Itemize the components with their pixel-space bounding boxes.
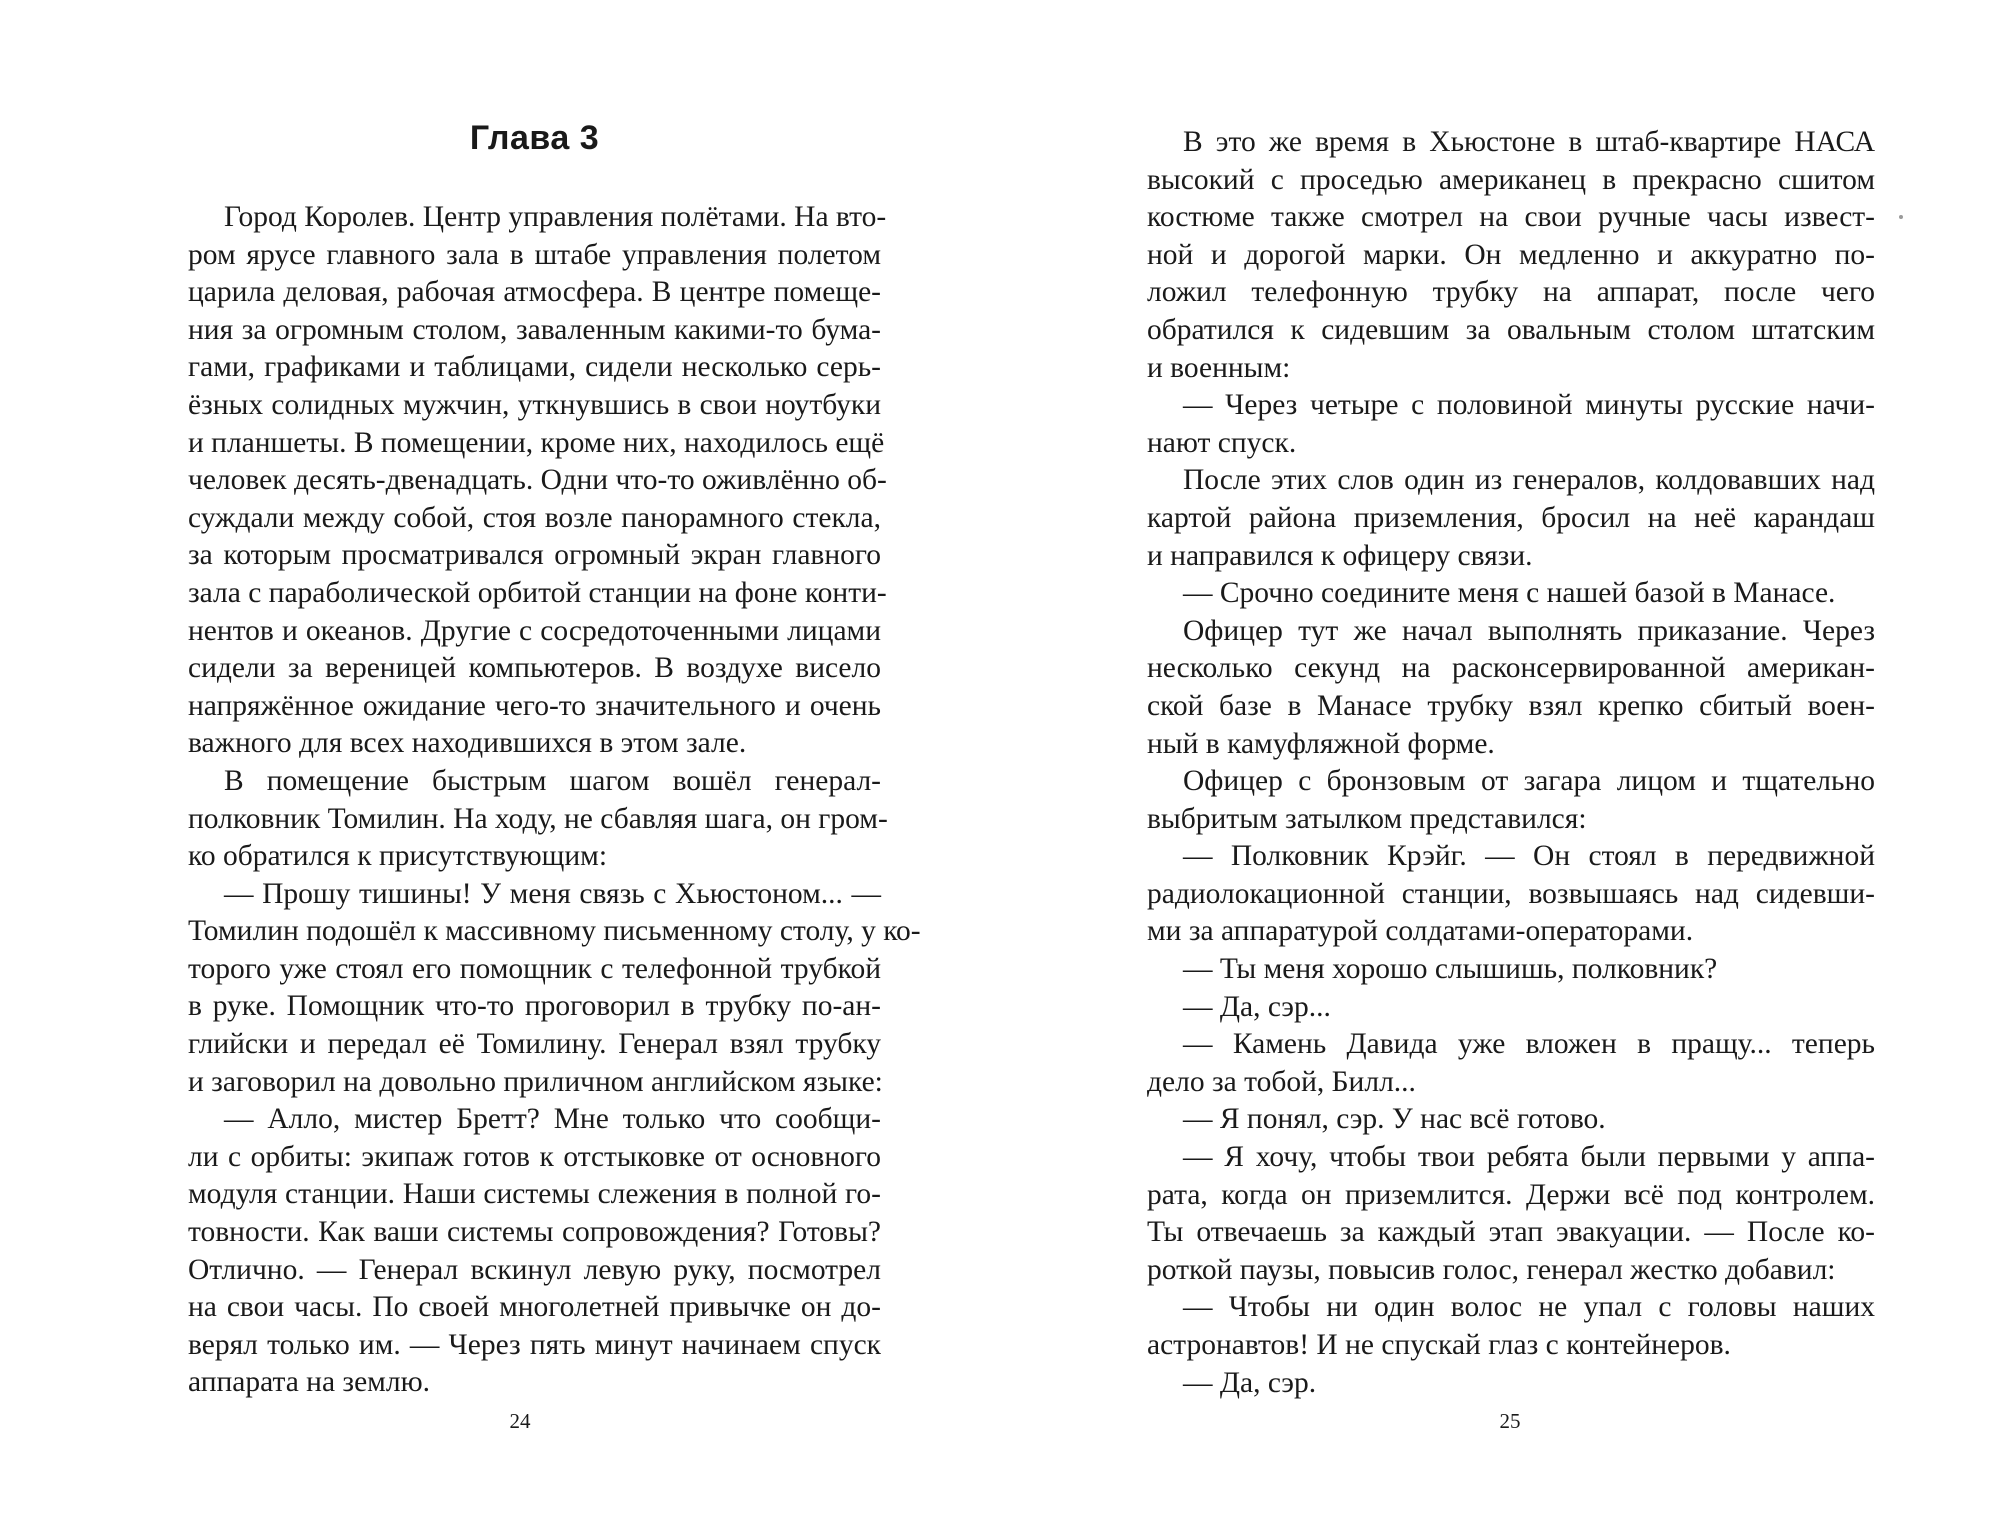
text-line: полковник Томилин. На ходу, не сбавляя шага, он гром- [188,802,888,835]
text-line: радиолокационной станции, возвышаясь над сидевши- [1147,877,1875,910]
text-line: и направился к офицеру связи. [1147,539,1533,572]
text-line: ко обратился к присутствующим: [188,840,608,873]
text-line: зала с параболической орбитой станции на фоне конти- [188,576,887,609]
text-line: и военным: [1147,351,1291,384]
text-line: товности. Как ваши системы сопровождения? Готовы? [188,1216,881,1249]
text-line: — Прошу тишины! У меня связь с Хьюстоном... — [224,877,881,910]
text-line: — Срочно соедините меня с нашей базой в Манасе. [1183,577,1836,610]
text-line: высокий с проседью американец в прекрасно сшитом [1147,163,1875,196]
right-page-text [1147,124,1875,1402]
text-line: нают спуск. [1147,426,1297,459]
text-line: обратился к сидевшим за овальным столом штатским [1147,313,1875,346]
text-line: ложил телефонную трубку на аппарат, после чего [1147,276,1875,309]
text-line: глийски и передал её Томилину. Генерал взял трубку [188,1028,881,1061]
chapter-title: Глава 3 [469,119,600,157]
text-line: суждали между собой, стоя возле панорамного стекла, [188,501,881,534]
text-line: верял только им. — Через пять минут начинаем спуск [188,1328,881,1361]
text-line: ми за аппаратурой солдатами-операторами. [1147,915,1694,948]
text-line: модуля станции. Наши системы слежения в полной го- [188,1178,881,1211]
text-line: картой района приземления, бросил на неё карандаш [1147,501,1875,534]
text-line: — Ты меня хорошо слышишь, полковник? [1183,953,1718,986]
text-line: аппарата на землю. [188,1366,430,1399]
text-line: торого уже стоял его помощник с телефонной трубкой [188,952,881,985]
text-line: на свои часы. По своей многолетней привычке он до- [188,1291,881,1324]
text-line: — Через четыре с половиной минуты русские начи- [1183,389,1875,422]
text-line: нентов и океанов. Другие с сосредоточенными лицами [188,614,881,647]
text-line: ской базе в Манасе трубку взял крепко сбитый воен- [1147,689,1875,722]
text-line: сидели за вереницей компьютеров. В воздухе висело [188,652,881,685]
text-line: Город Королев. Центр управления полётами. На вто- [224,201,887,233]
text-line: — Да, сэр... [1183,990,1331,1023]
text-line: ром ярусе главного зала в штабе управления полетом [188,238,881,271]
text-line: выбритым затылком представился: [1147,802,1587,835]
text-line: за которым просматривался огромный экран главного [188,539,881,572]
text-line: человек десять-двенадцать. Одни что-то оживлённо об- [188,464,887,497]
text-line: — Полковник Крэйг. — Он стоял в передвижной [1183,840,1875,873]
text-line: важного для всех находившихся в этом зале. [188,727,747,760]
text-line: царила деловая, рабочая атмосфера. В центре помеще- [188,276,881,309]
text-line: костюме также смотрел на свои ручные часы извест- [1147,201,1875,234]
text-line: ный в камуфляжной форме. [1147,727,1495,760]
text-line: Томилин подошёл к массивному письменному столу, у ко- [188,915,921,948]
text-line: После этих слов один из генералов, колдовавших над [1183,464,1875,497]
text-line: — Чтобы ни один волос не упал с головы наших [1183,1291,1875,1324]
text-line: — Да, сэр. [1183,1366,1317,1399]
text-line: гами, графиками и таблицами, сидели несколько серь- [188,351,881,384]
page-number: 24 [509,1409,531,1433]
text-line: Ты отвечаешь за каждый этап эвакуации. — После ко- [1147,1216,1875,1249]
print-speck [1899,215,1903,219]
text-line: и заговорил на довольно приличном английском языке: [188,1065,883,1098]
text-line: ёзных солидных мужчин, уткнувшись в свои ноутбуки [188,388,881,421]
text-line: В это же время в Хьюстоне в штаб-квартире НАСА [1183,126,1875,158]
text-line: несколько секунд на расконсервированной американ- [1147,652,1875,685]
text-line: ли с орбиты: экипаж готов к отстыковке от основного [188,1140,881,1173]
text-line: Офицер тут же начал выполнять приказание. Через [1183,614,1875,647]
text-line: в руке. Помощник что-то проговорил в трубку по-ан- [188,990,881,1023]
right-page [1000,0,2000,1532]
text-line: — Алло, мистер Бретт? Мне только что сообщи- [224,1103,881,1136]
text-line: Отлично. — Генерал вскинул левую руку, посмотрел [188,1253,881,1286]
text-line: астронавтов! И не спускай глаз с контейнеров. [1147,1329,1731,1361]
text-line: роткой паузы, повысив голос, генерал жестко добавил: [1147,1253,1836,1286]
text-line: напряжённое ожидание чего-то значительного и очень [188,689,881,722]
text-line: Офицер с бронзовым от загара лицом и тщательно [1183,765,1875,798]
text-line: — Я понял, сэр. У нас всё готово. [1183,1103,1606,1136]
text-line: рата, когда он приземлится. Держи всё под контролем. [1147,1178,1875,1211]
text-line: дело за тобой, Билл... [1147,1065,1416,1098]
text-line: В помещение быстрым шагом вошёл генерал- [224,764,881,797]
page-number: 25 [1499,1409,1521,1433]
left-page-text [188,199,921,1402]
text-line: ния за огромным столом, заваленным какими-то бума- [188,313,881,346]
text-line: ной и дорогой марки. Он медленно и аккуратно по- [1147,238,1875,271]
text-line: — Камень Давида уже вложен в пращу... теперь [1183,1028,1875,1061]
text-line: — Я хочу, чтобы твои ребята были первыми у аппа- [1183,1141,1875,1174]
text-line: и планшеты. В помещении, кроме них, находилось ещё [188,426,885,459]
